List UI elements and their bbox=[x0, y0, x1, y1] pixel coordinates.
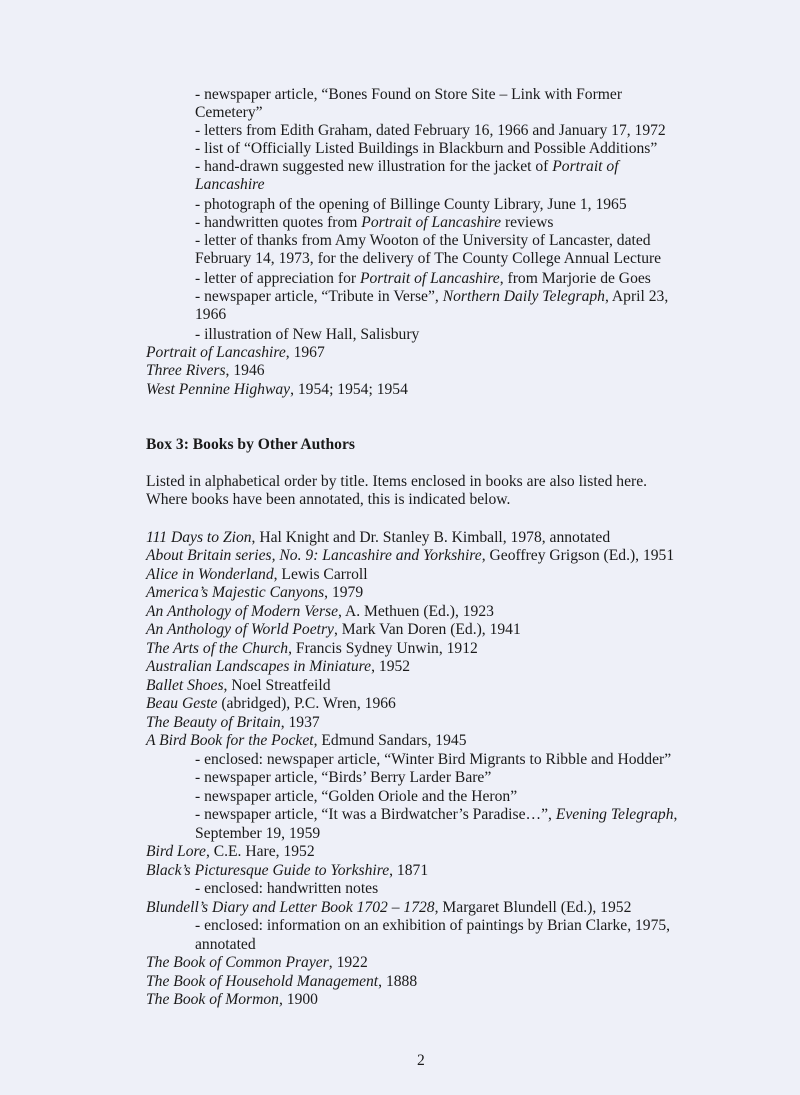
book-entry: Blundell’s Diary and Letter Book 1702 – 1728, Margaret Blundell (Ed.), 1952 bbox=[146, 899, 632, 916]
book-entry: About Britain series, No. 9: Lancashire and Yorkshire, Geoffrey Grigson (Ed.), 1951 bbox=[146, 547, 675, 564]
book-title-line: Three Rivers, 1946 bbox=[146, 362, 265, 379]
book-entry: America’s Majestic Canyons, 1979 bbox=[146, 584, 364, 601]
enclosure-entry: September 19, 1959 bbox=[195, 825, 321, 842]
list-item: - hand-drawn suggested new illustration for the jacket of Portrait of bbox=[195, 158, 619, 175]
list-item: - list of “Officially Listed Buildings in Blackburn and Possible Additions” bbox=[195, 140, 658, 157]
intro-line: Listed in alphabetical order by title. Items enclosed in books are also listed here. bbox=[146, 473, 648, 490]
book-entry: The Book of Common Prayer, 1922 bbox=[146, 954, 368, 971]
book-entry: Alice in Wonderland, Lewis Carroll bbox=[146, 566, 368, 583]
section-heading: Box 3: Books by Other Authors bbox=[146, 436, 355, 453]
list-item: Lancashire bbox=[195, 176, 265, 193]
book-title-line: Portrait of Lancashire, 1967 bbox=[146, 344, 325, 361]
intro-line: Where books have been annotated, this is indicated below. bbox=[146, 491, 511, 508]
book-entry: The Arts of the Church, Francis Sydney Unwin, 1912 bbox=[146, 640, 478, 657]
book-entry: An Anthology of World Poetry, Mark Van Doren (Ed.), 1941 bbox=[146, 621, 521, 638]
list-item: 1966 bbox=[195, 306, 227, 323]
list-item: Cemetery” bbox=[195, 104, 263, 121]
book-entry: Ballet Shoes, Noel Streatfeild bbox=[146, 677, 331, 694]
enclosure-entry: - enclosed: newspaper article, “Winter Bird Migrants to Ribble and Hodder” bbox=[195, 751, 672, 768]
book-entry: Beau Geste (abridged), P.C. Wren, 1966 bbox=[146, 695, 396, 712]
enclosure-entry: - enclosed: information on an exhibition of paintings by Brian Clarke, 1975, bbox=[195, 917, 671, 934]
book-entry: Australian Landscapes in Miniature, 1952 bbox=[146, 658, 411, 675]
list-item: - illustration of New Hall, Salisbury bbox=[195, 326, 420, 343]
enclosure-entry: - newspaper article, “It was a Birdwatcher’s Paradise…”, Evening Telegraph, bbox=[195, 806, 678, 823]
book-title-line: West Pennine Highway, 1954; 1954; 1954 bbox=[146, 381, 408, 398]
list-item: - letter of thanks from Amy Wooton of the University of Lancaster, dated bbox=[195, 232, 651, 249]
list-item: - letters from Edith Graham, dated February 16, 1966 and January 17, 1972 bbox=[195, 122, 666, 139]
list-item: - newspaper article, “Tribute in Verse”, Northern Daily Telegraph, April 23, bbox=[195, 288, 669, 305]
book-entry: The Book of Mormon, 1900 bbox=[146, 991, 318, 1008]
list-item: - photograph of the opening of Billinge County Library, June 1, 1965 bbox=[195, 196, 627, 213]
enclosure-entry: - newspaper article, “Birds’ Berry Larder Bare” bbox=[195, 769, 492, 786]
list-item: February 14, 1973, for the delivery of The County College Annual Lecture bbox=[195, 250, 662, 267]
book-entry: The Beauty of Britain, 1937 bbox=[146, 714, 320, 731]
book-entry: Black’s Picturesque Guide to Yorkshire, 1871 bbox=[146, 862, 429, 879]
book-entry: The Book of Household Management, 1888 bbox=[146, 973, 418, 990]
book-entry: A Bird Book for the Pocket, Edmund Sandars, 1945 bbox=[146, 732, 467, 749]
list-item: - newspaper article, “Bones Found on Store Site – Link with Former bbox=[195, 86, 623, 103]
book-entry: 111 Days to Zion, Hal Knight and Dr. Stanley B. Kimball, 1978, annotated bbox=[146, 529, 611, 546]
enclosure-entry: - newspaper article, “Golden Oriole and the Heron” bbox=[195, 788, 518, 805]
book-entry: Bird Lore, C.E. Hare, 1952 bbox=[146, 843, 315, 860]
page-number: 2 bbox=[417, 1052, 425, 1069]
list-item: - handwritten quotes from Portrait of Lancashire reviews bbox=[195, 214, 554, 231]
enclosure-entry: annotated bbox=[195, 936, 256, 953]
enclosure-entry: - enclosed: handwritten notes bbox=[195, 880, 379, 897]
list-item: - letter of appreciation for Portrait of Lancashire, from Marjorie de Goes bbox=[195, 270, 651, 287]
book-entry: An Anthology of Modern Verse, A. Methuen (Ed.), 1923 bbox=[146, 603, 494, 620]
